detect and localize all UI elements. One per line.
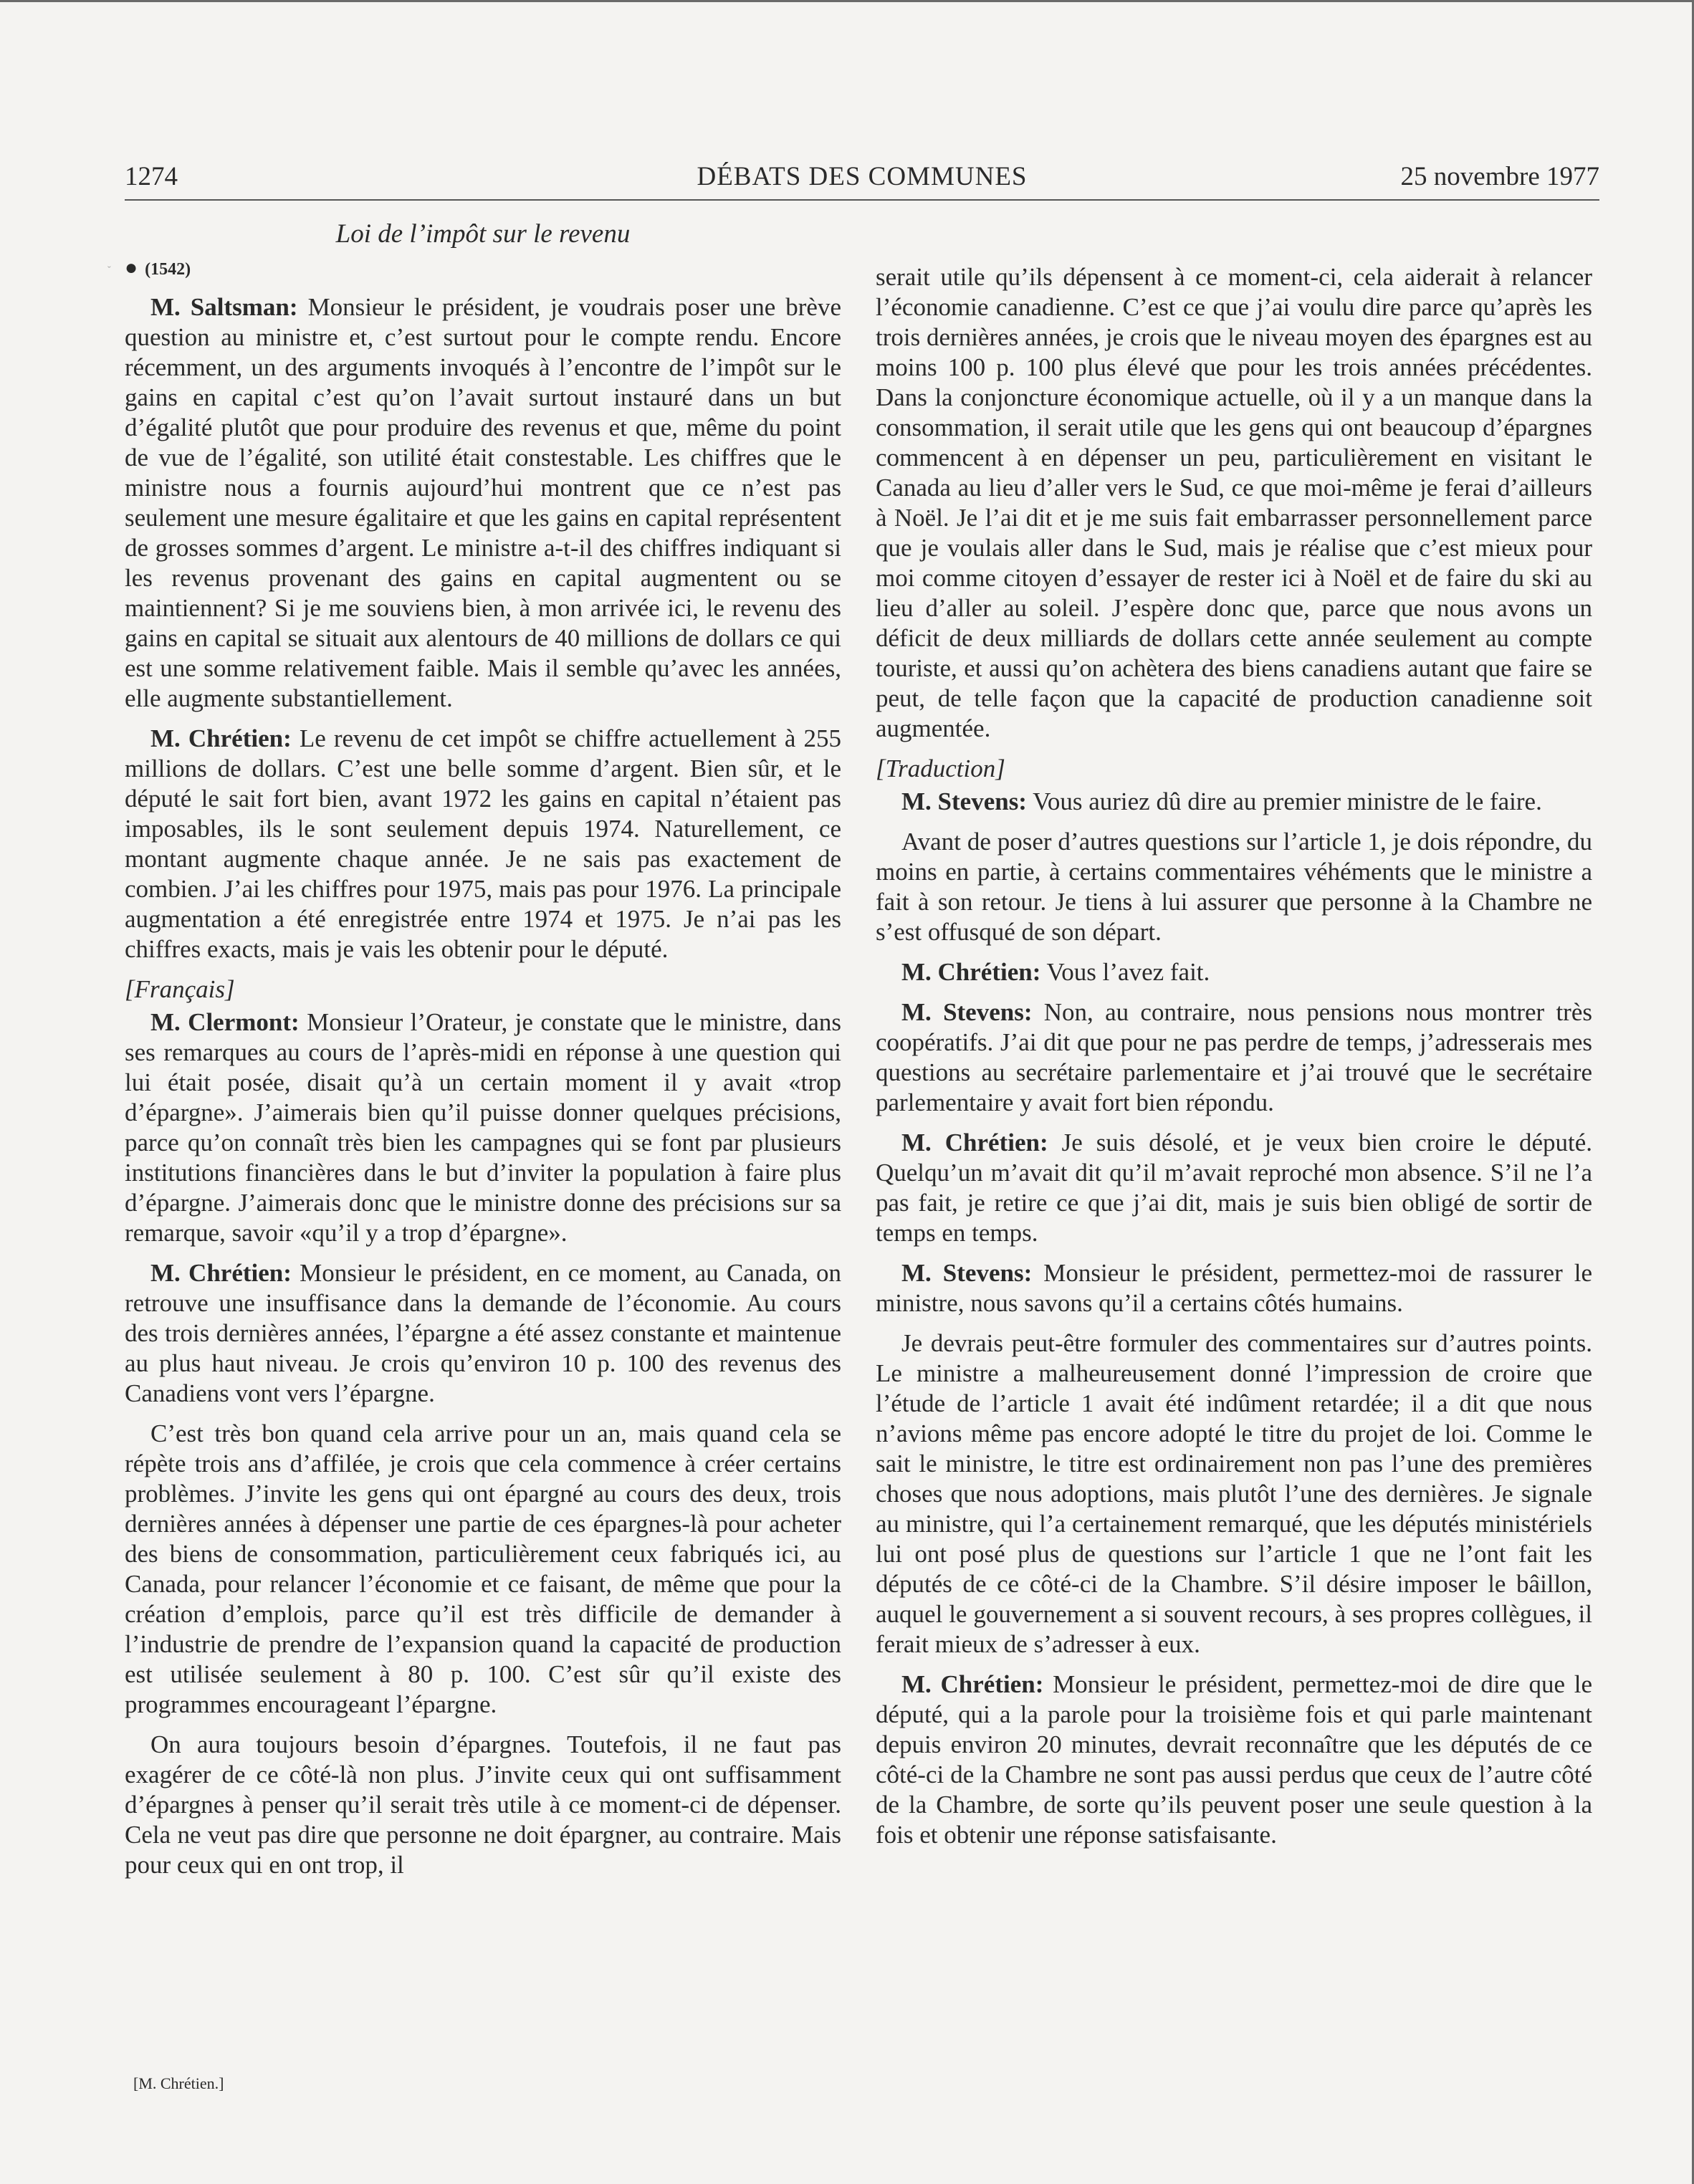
right-column-paragraph: Avant de poser d’autres questions sur l’article 1, je dois répondre, du moins en partie, à certains commentaires véhéments que le ministre a fait à son retour. Je tiens à lui assurer que personne à la Chambre ne s’est offusqué de son départ. [876, 828, 1592, 946]
left-column-paragraph: On aura toujours besoin d’épargnes. Toutefois, il ne faut pas exagérer de ce côté-là non plus. J’invite ceux qui ont suffisamment d’épargnes à penser qu’il serait très utile à ce moment-ci de dépenser. Cela ne veut pas dire que personne ne doit épargner, au contraire. Mais pour ceux qui en ont trop, il [125, 1730, 841, 1879]
page-top-edge [0, 0, 1694, 2]
speaker-name: M. Stevens: [901, 1259, 1033, 1287]
right-column-speech-paragraph [876, 957, 1592, 987]
speech-text: Non, au contraire, nous pensions nous montrer très coopératifs. J’ai dit que pour ne pas perdre de temps, j’adresserais mes questions au secrétaire parlementaire et j’ai trouvé que le secrétaire parlementaire y avait fort bien répondu. [876, 998, 1592, 1116]
time-stamp-text: (1542) [145, 260, 191, 279]
speech-text: Monsieur l’Orateur, je constate que le ministre, dans ses remarques au cours de l’après-midi en réponse à une question qui lui était posée, disait qu’à un certain moment il y avait «trop d’épargne». J’aimerais bien qu’il puisse donner quelques précisions, parce qu’on connaît très bien les campagnes qui se font par plusieurs institutions financières dans le but d’inviter la population à faire plus d’épargne. J’aimerais donc que le ministre donne des précisions sur sa remarque, savoir «qu’il y a trop d’épargne». [125, 1008, 841, 1247]
right-column-speech-paragraph [876, 1258, 1592, 1318]
bullet-icon: ● [125, 256, 138, 279]
right-column-speech-paragraph [876, 997, 1592, 1118]
left-column-language-tag: [Français] [125, 975, 235, 1003]
right-column-paragraph: serait utile qu’ils dépensent à ce moment-ci, cela aiderait à relancer l’économie canadienne. C’est ce que j’ai voulu dire parce qu’après les trois dernières années, je crois que le niveau moyen des épargnes est au moins 100 p. 100 plus élevé que pour les trois années précédentes. Dans la conjoncture économique actuelle, où il y a un manque dans la consommation, il serait utile que les gens qui ont beaucoup d’épargnes commencent à en dépenser un peu, particulièrement en visitant le Canada au lieu d’aller vers le Sud, ce que moi-même je ferai d’ailleurs à Noël. Je l’ai dit et je me suis fait embarrasser personnellement parce que je voulais aller dans le Sud, mais je réalise que c’est mieux pour moi comme citoyen d’essayer de rester ici à Noël et de faire du ski au lieu d’aller au soleil. J’espère donc que, parce que nous avons un déficit de deux milliards de dollars cette année seulement au compte touriste, et aussi qu’on achètera des biens canadiens autant que faire se peut, de telle façon que la capacité de production canadienne soit augmentée. [876, 263, 1592, 742]
speech-text: Vous l’avez fait. [1046, 958, 1210, 986]
speaker-name: M. Saltsman: [150, 293, 298, 321]
page-header [125, 159, 1599, 201]
left-column-paragraph: C’est très bon quand cela arrive pour un an, mais quand cela se répète trois ans d’affilée, je crois que cela commence à créer certains problèmes. J’invite les gens qui ont épargné au cours des deux, trois dernières années à dépenser une partie de ces épargnes-là pour acheter des biens de consommation, particulièrement ceux fabriqués ici, au Canada, pour relancer l’économie et ce faisant, de même que pour la création d’emplois, parce qu’il est très difficile de demander à l’industrie de prendre de l’expansion quand la capacité de production est utilisée seulement à 80 p. 100. C’est sûr qu’il existe des programmes encourageant l’épargne. [125, 1419, 841, 1718]
right-column-speech-paragraph [876, 1128, 1592, 1248]
right-column-speech-paragraph [876, 787, 1592, 817]
speaker-name: M. Chrétien: [901, 958, 1041, 986]
left-column-speech-paragraph [125, 724, 841, 964]
right-column-speech-paragraph [876, 1670, 1592, 1850]
section-title: Loi de l’impôt sur le revenu [335, 219, 631, 249]
speaker-name: M. Chrétien: [901, 1129, 1048, 1156]
time-stamp [125, 257, 191, 281]
left-column [125, 292, 841, 1890]
speech-text: Vous auriez dû dire au premier ministre de le faire. [1033, 787, 1542, 815]
footer-speaker-note: [M. Chrétien.] [133, 2074, 224, 2092]
speaker-name: M. Stevens: [901, 787, 1027, 815]
speech-text: Je suis désolé, et je veux bien croire le député. Quelqu’un m’avait dit qu’il m’avait reproché mon absence. S’il ne l’a pas fait, je retire ce que j’ai dit, mais je suis bien obligé de sortir de temps en temps. [876, 1129, 1592, 1247]
speaker-name: M. Chrétien: [150, 1259, 292, 1287]
speaker-name: M. Chrétien: [150, 724, 292, 752]
right-column-language-tag: [Traduction] [876, 755, 1005, 782]
speech-text: Monsieur le président, en ce moment, au Canada, on retrouve une insuffisance dans la demande de l’économie. Au cours des trois dernières années, l’épargne a été assez constante et maintenue au plus haut niveau. Je crois qu’environ 10 p. 100 des revenus des Canadiens vont vers l’épargne. [125, 1259, 841, 1407]
speech-text: Le revenu de cet impôt se chiffre actuellement à 255 millions de dollars. C’est une belle somme d’argent. Bien sûr, et le député le sait fort bien, avant 1972 les gains en capital n’étaient pas imposables, ils le sont seulement depuis 1974. Naturellement, ce montant augmente chaque année. Je ne sais pas exactement de combien. J’ai les chiffres pour 1975, mais pas pour 1976. La principale augmentation a été enregistrée entre 1974 et 1975. Je n’ai pas les chiffres exacts, mais je vais les obtenir pour le député. [125, 724, 842, 963]
speech-text: Monsieur le président, permettez-moi de rassurer le ministre, nous savons qu’il a certains côtés humains. [876, 1259, 1593, 1317]
page-number: 1274 [125, 162, 178, 191]
right-column-paragraph: Je devrais peut-être formuler des commentaires sur d’autres points. Le ministre a malheureusement donné l’impression de croire que l’étude de l’article 1 avait été indûment retardée; il a dit que nous n’avions même pas encore adopté le titre du projet de loi. Comme le sait le ministre, le titre est ordinairement non pas l’une des premières choses que nous adoptions, mais plutôt l’une des dernières. Je signale au ministre, qui l’a certainement remarqué, que les députés ministériels lui ont posé plus de questions sur l’article 1 que ne l’ont fait les députés de ce côté-ci de la Chambre. S’il désire imposer le bâillon, auquel le gouvernement a si souvent recours, à ses propres collègues, il ferait mieux de s’adresser à eux. [876, 1329, 1592, 1658]
speaker-name: M. Clermont: [150, 1008, 300, 1036]
right-column [876, 262, 1592, 1860]
journal-title: DÉBATS DES COMMUNES [697, 162, 1028, 191]
left-column-speech-paragraph [125, 1007, 841, 1248]
left-column-speech-paragraph [125, 292, 841, 714]
speaker-name: M. Stevens: [901, 998, 1033, 1026]
speech-text: Monsieur le président, je voudrais poser une brève question au ministre et, c’est surtout pour le compte rendu. Encore récemment, un des arguments invoqués à l’encontre de l’impôt sur le gains en capital c’est qu’on l’avait surtout instauré dans un but d’égalité plutôt que pour produire des revenus et que, même du point de vue de l’égalité, son utilité était constestable. Les chiffres que le ministre nous a fournis aujourd’hui montrent que ce n’est pas seulement une mesure égalitaire et que les gains en capital représentent de grosses sommes d’argent. Le ministre a-t-il des chiffres indiquant si les revenus provenant des gains en capital augmentent ou se maintiennent? Si je me souviens bien, à mon arrivée ici, le revenu des gains en capital se situait aux alentours de 40 millions de dollars ce qui est une somme relativement faible. Mais il semble qu’avec les années, elle augmente substantiellement. [125, 293, 841, 712]
speech-text: Monsieur le président, permettez-moi de dire que le député, qui a la parole pour la troisième fois et qui parle maintenant depuis environ 20 minutes, devrait reconnaître que les députés de ce côté-ci de la Chambre ne sont pas aussi perdus que ceux de l’autre côté de la Chambre, de sorte qu’ils peuvent poser une seule question à la fois et obtenir une réponse satisfaisante. [876, 1670, 1592, 1849]
left-column-speech-paragraph [125, 1258, 841, 1409]
page-date: 25 novembre 1977 [1400, 162, 1599, 191]
margin-tick-mark: ˇ [107, 265, 111, 276]
speaker-name: M. Chrétien: [901, 1670, 1044, 1698]
